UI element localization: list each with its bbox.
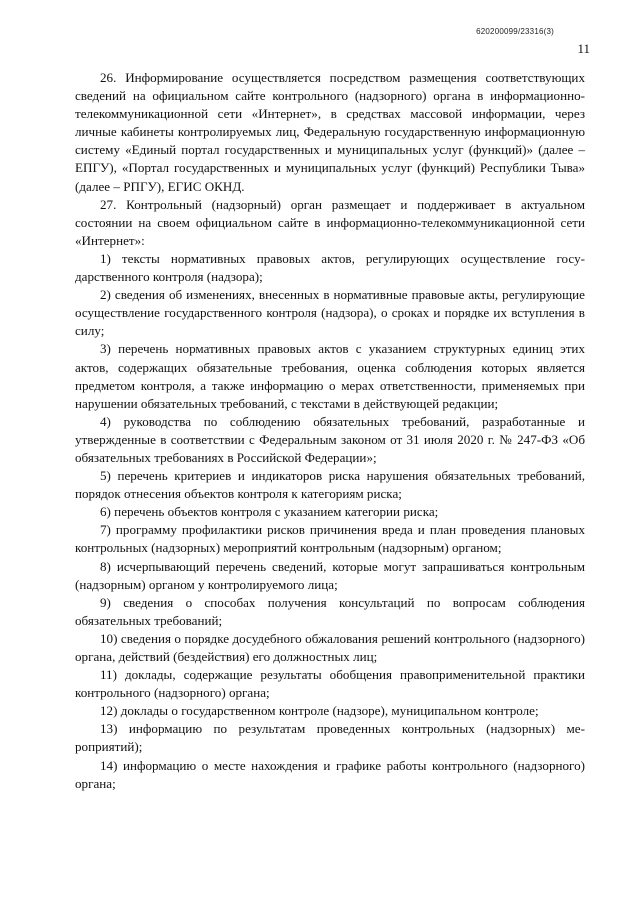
list-item-10: 10) сведения о порядке досудебного обжалования решений контрольного (надзорного) органа, действий (бездействия) его должностных лиц; — [75, 630, 585, 664]
list-item-3: 3) перечень нормативных правовых актов с указанием структурных единиц этих актов, содержащих обязательные требования, оценка соблюдения которых является предметом контроля, а также информацию о мерах ответственности, применяемых при нарушении обязательных требований, с текстами в действующей редакции; — [75, 341, 585, 411]
document-id: 620200099/23316(3) — [476, 27, 554, 36]
list-item-2: 2) сведения об изменениях, внесенных в нормативные правовые акты, регулирующие осуществление государственного контроля (надзора), о сроках и порядке их вступления в силу; — [75, 287, 585, 339]
list-item-11: 11) доклады, содержащие результаты обобщения правоприменительной практики контрольного (надзорного) органа; — [75, 667, 585, 701]
list-item-13: 13) информацию по результатам проведенных контрольных (надзорных) мероприятий); — [75, 721, 585, 755]
list-item-5: 5) перечень критериев и индикаторов риска нарушения обязательных требований, порядок отнесения объектов контроля к категориям риска; — [75, 468, 585, 502]
list-item-8: 8) исчерпывающий перечень сведений, которые могут запрашиваться контрольным (надзорным) органом у контролируемого лица; — [75, 558, 585, 592]
list-item-6: 6) перечень объектов контроля с указанием категории риска; — [100, 504, 439, 520]
list-item-1: 1) тексты нормативных правовых актов, регулирующих осуществление государственного контроля (надзора); — [75, 250, 585, 285]
document-body — [75, 69, 585, 793]
paragraph-26: 26. Информирование осуществляется посредством размещения соответствующих сведений на официальном сайте контрольного (надзорного) органа в информационно-телекоммуникационной сети «Интернет», в средствах массовой информации, через личные кабинеты контролируемых лиц, Федеральную государственную информационную систему «Единый портал государственных и муниципальных услуг (функций)» (далее – ЕПГУ), «Портал государственных и муниципальных услуг (функций) Республики Тыва» (далее – РПГУ), ЕГИС ОКНД. — [75, 70, 585, 194]
list-item-7: 7) программу профилактики рисков причинения вреда и план проведения плановых контрольных (надзорных) мероприятий контрольным (надзорным) органом; — [75, 522, 585, 556]
page-number: 11 — [577, 41, 590, 56]
list-item-14: 14) информацию о месте нахождения и графике работы контрольного (надзорного) органа; — [75, 757, 585, 791]
list-item-4: 4) руководства по соблюдению обязательных требований, разработанные и утвержденные в соответствии с Федеральным законом от 31 июля 2020 г. № 247-ФЗ «Об обязательных требованиях в Российской Федерации»; — [75, 413, 585, 465]
list-item-12: 12) доклады о государственном контроле (надзоре), муниципальном контроле; — [100, 703, 539, 719]
paragraph-27: 27. Контрольный (надзорный) орган размещает и поддерживает в актуальном состоянии на своем официальном сайте в информационно-телекоммуникационной сети «Интернет»: — [75, 196, 585, 248]
list-item-9: 9) сведения о способах получения консультаций по вопросам соблюдения обязательных требований; — [75, 594, 585, 628]
